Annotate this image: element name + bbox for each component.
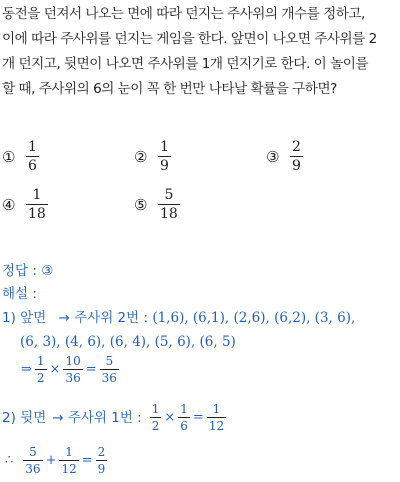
choice-number: ② xyxy=(134,147,148,166)
plus-symbol: + xyxy=(45,452,57,468)
case1-head: 1) 앞면 xyxy=(2,310,47,326)
choice-5[interactable] xyxy=(134,188,182,221)
fraction: $\frac{1}{2}$ xyxy=(36,354,45,385)
choice-2[interactable] xyxy=(134,140,173,173)
choice-4[interactable] xyxy=(2,188,50,221)
problem-line: 개 던지고, 뒷면이 나오면 주사위를 1개 던지기로 한다. 이 놀이를 xyxy=(2,56,368,72)
problem-line: 이에 따라 주사위를 던지는 게임을 한다. 앞면이 나오면 주사위를 2 xyxy=(2,31,377,47)
case2-arrow: → 주사위 1번 : xyxy=(52,409,142,426)
fraction: $\frac{1}{12}$ xyxy=(208,402,225,433)
implies-symbol: ⇒ xyxy=(21,361,32,377)
case1-calc xyxy=(20,355,121,384)
times-symbol: × xyxy=(49,361,61,377)
choice-number: ④ xyxy=(2,195,16,214)
times-symbol: × xyxy=(164,409,176,425)
equals-symbol: = xyxy=(192,409,204,425)
equals-symbol: = xyxy=(81,452,93,468)
fraction: $\frac{2}{9}$ xyxy=(97,445,106,476)
choice-fraction: $\frac{2}{9}$ xyxy=(292,139,301,174)
case2-line xyxy=(2,403,228,432)
choice-3[interactable] xyxy=(266,140,305,173)
fraction: $\frac{1}{12}$ xyxy=(61,445,77,476)
fraction: $\frac{10}{36}$ xyxy=(65,354,81,385)
case2-head: 2) 뒷면 xyxy=(2,409,47,426)
choice-fraction: $\frac{5}{18}$ xyxy=(160,187,178,222)
choice-fraction: $\frac{1}{9}$ xyxy=(160,139,169,174)
choice-number: ⑤ xyxy=(134,195,148,214)
fraction: $\frac{1}{6}$ xyxy=(180,402,188,433)
equals-symbol: = xyxy=(85,361,97,377)
case1-pairs: (1,6), (6,1), (2,6), (6,2), (3, 6), xyxy=(152,310,356,326)
problem-line: 동전을 던져서 나오는 면에 따라 던지는 주사위의 개수를 정하고, xyxy=(2,6,365,22)
final-line xyxy=(4,446,109,475)
case1-pairs-cont: (6, 3), (4, 6), (6, 4), (5, 6), (6, 5) xyxy=(20,334,236,350)
therefore-symbol: ∴ xyxy=(5,452,14,468)
fraction: $\frac{1}{2}$ xyxy=(151,402,160,433)
choice-1[interactable] xyxy=(2,140,41,173)
case1-line xyxy=(2,309,355,327)
problem-text xyxy=(2,2,398,102)
case1-arrow: → 주사위 2번 : xyxy=(58,310,149,326)
choice-number: ① xyxy=(2,147,16,166)
choice-number: ③ xyxy=(266,147,280,166)
fraction: $\frac{5}{36}$ xyxy=(101,354,117,385)
choice-fraction: $\frac{1}{18}$ xyxy=(28,187,46,222)
choice-fraction: $\frac{1}{6}$ xyxy=(28,139,37,174)
problem-line: 할 때, 주사위의 6의 눈이 꼭 한 번만 나타날 확률을 구하면? xyxy=(2,81,337,97)
answer-label: 정답 : ③ xyxy=(2,263,54,279)
explanation-label: 해설 : xyxy=(2,286,37,302)
fraction: $\frac{5}{36}$ xyxy=(25,445,41,476)
